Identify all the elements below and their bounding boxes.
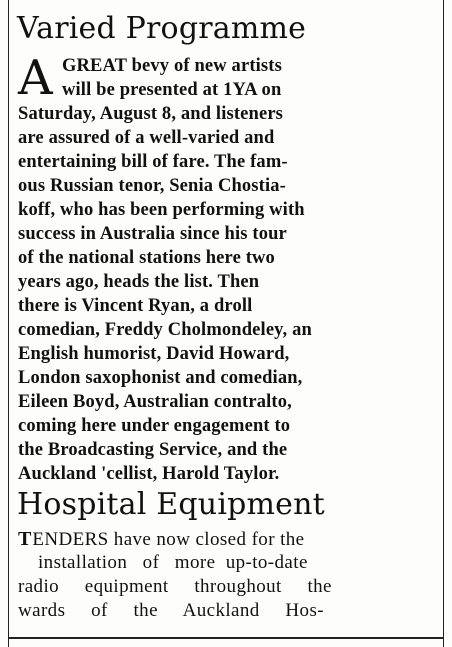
article-line: ous Russian tenor, Senia Chostia- [18,176,286,196]
article-line: are assured of a well-varied and [18,128,275,148]
column-rule-left [8,0,9,647]
article-line: wards of the Auckland Hos- [18,600,324,621]
article-line: success in Australia since his tour [18,224,287,244]
article-line [18,527,304,552]
article-line: Eileen Boyd, Australian contralto, [18,392,292,412]
article-line: entertaining bill of fare. The fam- [18,152,288,172]
article-line-text: ENDERS have now closed for the [32,529,305,550]
article-line: GREAT bevy of new artists [62,56,282,76]
article-line: Saturday, August 8, and listeners [18,104,284,124]
article-line: London saxophonist and comedian, [18,368,303,388]
article-line: koff, who has been performing with [18,200,305,220]
article-headline: Hospital Equipment [17,487,325,522]
article-line: radio equipment throughout the [18,576,332,597]
article-line: comedian, Freddy Cholmondeley, an [18,320,312,340]
article-line: years ago, heads the list. Then [18,272,260,292]
drop-cap: A [18,50,53,106]
article-line: coming here under engagement to [18,416,291,436]
article-line: installation of more up-to-date [38,552,308,573]
article-line: Auckland 'cellist, Harold Taylor. [18,464,280,484]
column-rule-bottom [8,637,444,639]
drop-cap: T [18,528,33,550]
article-line: the Broadcasting Service, and the [18,440,288,460]
column-rule-right [443,0,444,647]
article-line: there is Vincent Ryan, a droll [18,296,253,316]
article-line: of the national stations here two [18,248,275,268]
article-headline: Varied Programme [17,11,307,46]
article-line: English humorist, David Howard, [18,344,290,364]
article-line: will be presented at 1YA on [62,80,282,100]
